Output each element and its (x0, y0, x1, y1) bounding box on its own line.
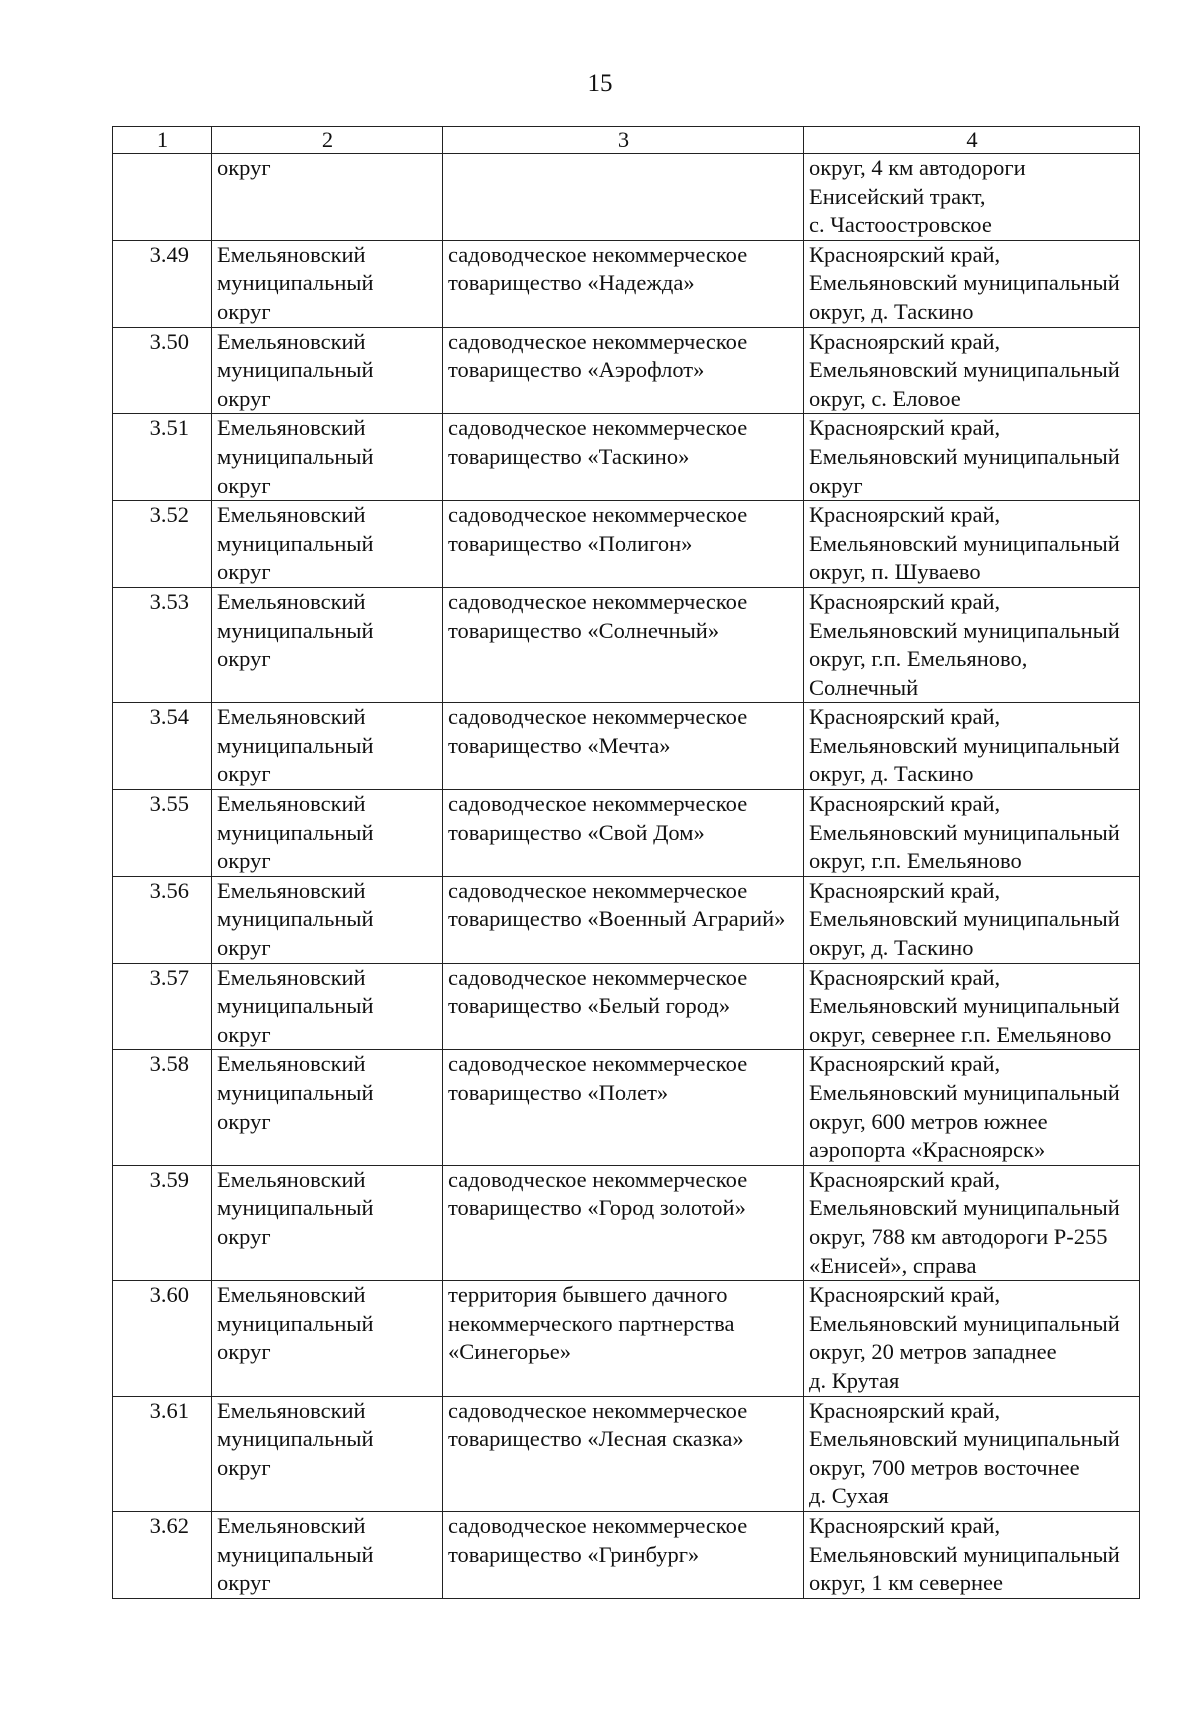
district-cell: Емельяновский муниципальный округ (212, 240, 443, 327)
district-cell: Емельяновский муниципальный округ (212, 1281, 443, 1396)
table-row (113, 501, 1140, 588)
row-number (113, 154, 212, 241)
table-row (113, 587, 1140, 702)
district-cell: Емельяновский муниципальный округ (212, 587, 443, 702)
district-cell: округ (212, 154, 443, 241)
organization-cell: садоводческое некоммерческое товарищество «Лесная сказка» (443, 1396, 804, 1511)
location-cell: Красноярский край, Емельяновский муниципальный округ, д. Таскино (804, 240, 1140, 327)
organization-cell: садоводческое некоммерческое товарищество «Гринбург» (443, 1511, 804, 1598)
row-number: 3.50 (113, 327, 212, 414)
district-cell: Емельяновский муниципальный округ (212, 1050, 443, 1165)
table-row (113, 963, 1140, 1050)
table-row (113, 1396, 1140, 1511)
row-number: 3.61 (113, 1396, 212, 1511)
organization-cell: садоводческое некоммерческое товарищество «Город золотой» (443, 1165, 804, 1280)
row-number: 3.59 (113, 1165, 212, 1280)
column-header-3: 3 (443, 127, 804, 154)
row-number: 3.54 (113, 703, 212, 790)
row-number: 3.56 (113, 876, 212, 963)
location-cell: Красноярский край, Емельяновский муниципальный округ (804, 414, 1140, 501)
row-number: 3.62 (113, 1511, 212, 1598)
row-number: 3.60 (113, 1281, 212, 1396)
table-row (113, 1050, 1140, 1165)
organization-cell: садоводческое некоммерческое товарищество «Надежда» (443, 240, 804, 327)
location-cell: округ, 4 км автодороги Енисейский тракт, с. Частоостровское (804, 154, 1140, 241)
row-number: 3.49 (113, 240, 212, 327)
row-number: 3.55 (113, 790, 212, 877)
district-cell: Емельяновский муниципальный округ (212, 790, 443, 877)
row-number: 3.57 (113, 963, 212, 1050)
location-cell: Красноярский край, Емельяновский муниципальный округ, 20 метров западнее д. Крутая (804, 1281, 1140, 1396)
location-cell: Красноярский край, Емельяновский муниципальный округ, 788 км автодороги Р-255 «Енисей», справа (804, 1165, 1140, 1280)
location-cell: Красноярский край, Емельяновский муниципальный округ, г.п. Емельяново (804, 790, 1140, 877)
table-row (113, 876, 1140, 963)
row-number: 3.51 (113, 414, 212, 501)
organization-cell (443, 154, 804, 241)
district-cell: Емельяновский муниципальный округ (212, 414, 443, 501)
location-cell: Красноярский край, Емельяновский муниципальный округ, г.п. Емельяново, Солнечный (804, 587, 1140, 702)
location-cell: Красноярский край, Емельяновский муниципальный округ, севернее г.п. Емельяново (804, 963, 1140, 1050)
location-cell: Красноярский край, Емельяновский муниципальный округ, д. Таскино (804, 703, 1140, 790)
district-cell: Емельяновский муниципальный округ (212, 1396, 443, 1511)
district-cell: Емельяновский муниципальный округ (212, 501, 443, 588)
row-number: 3.53 (113, 587, 212, 702)
location-cell: Красноярский край, Емельяновский муниципальный округ, с. Еловое (804, 327, 1140, 414)
district-cell: Емельяновский муниципальный округ (212, 327, 443, 414)
table-row (113, 1281, 1140, 1396)
location-cell: Красноярский край, Емельяновский муниципальный округ, п. Шуваево (804, 501, 1140, 588)
table-body (113, 154, 1140, 1599)
table-row (113, 154, 1140, 241)
organization-cell: садоводческое некоммерческое товарищество «Военный Аграрий» (443, 876, 804, 963)
organization-cell: садоводческое некоммерческое товарищество «Полигон» (443, 501, 804, 588)
column-header-2: 2 (212, 127, 443, 154)
table-header-row (113, 127, 1140, 154)
organization-cell: садоводческое некоммерческое товарищество «Свой Дом» (443, 790, 804, 877)
location-cell: Красноярский край, Емельяновский муниципальный округ, 1 км севернее (804, 1511, 1140, 1598)
row-number: 3.52 (113, 501, 212, 588)
location-cell: Красноярский край, Емельяновский муниципальный округ, 600 метров южнее аэропорта «Красноярск» (804, 1050, 1140, 1165)
table-row (113, 790, 1140, 877)
organization-cell: садоводческое некоммерческое товарищество «Аэрофлот» (443, 327, 804, 414)
organization-cell: садоводческое некоммерческое товарищество «Таскино» (443, 414, 804, 501)
table-row (113, 1511, 1140, 1598)
location-cell: Красноярский край, Емельяновский муниципальный округ, 700 метров восточнее д. Сухая (804, 1396, 1140, 1511)
district-cell: Емельяновский муниципальный округ (212, 963, 443, 1050)
district-cell: Емельяновский муниципальный округ (212, 876, 443, 963)
column-header-1: 1 (113, 127, 212, 154)
table-row (113, 703, 1140, 790)
district-cell: Емельяновский муниципальный округ (212, 703, 443, 790)
organization-cell: садоводческое некоммерческое товарищество «Мечта» (443, 703, 804, 790)
table-row (113, 414, 1140, 501)
table-row (113, 240, 1140, 327)
page-number: 15 (587, 70, 613, 97)
organization-cell: садоводческое некоммерческое товарищество «Белый город» (443, 963, 804, 1050)
organization-cell: садоводческое некоммерческое товарищество «Солнечный» (443, 587, 804, 702)
table-row (113, 1165, 1140, 1280)
organization-cell: территория бывшего дачного некоммерческого партнерства «Синегорье» (443, 1281, 804, 1396)
location-cell: Красноярский край, Емельяновский муниципальный округ, д. Таскино (804, 876, 1140, 963)
column-header-4: 4 (804, 127, 1140, 154)
document-table (112, 126, 1140, 1599)
district-cell: Емельяновский муниципальный округ (212, 1511, 443, 1598)
table-row (113, 327, 1140, 414)
district-cell: Емельяновский муниципальный округ (212, 1165, 443, 1280)
row-number: 3.58 (113, 1050, 212, 1165)
organization-cell: садоводческое некоммерческое товарищество «Полет» (443, 1050, 804, 1165)
